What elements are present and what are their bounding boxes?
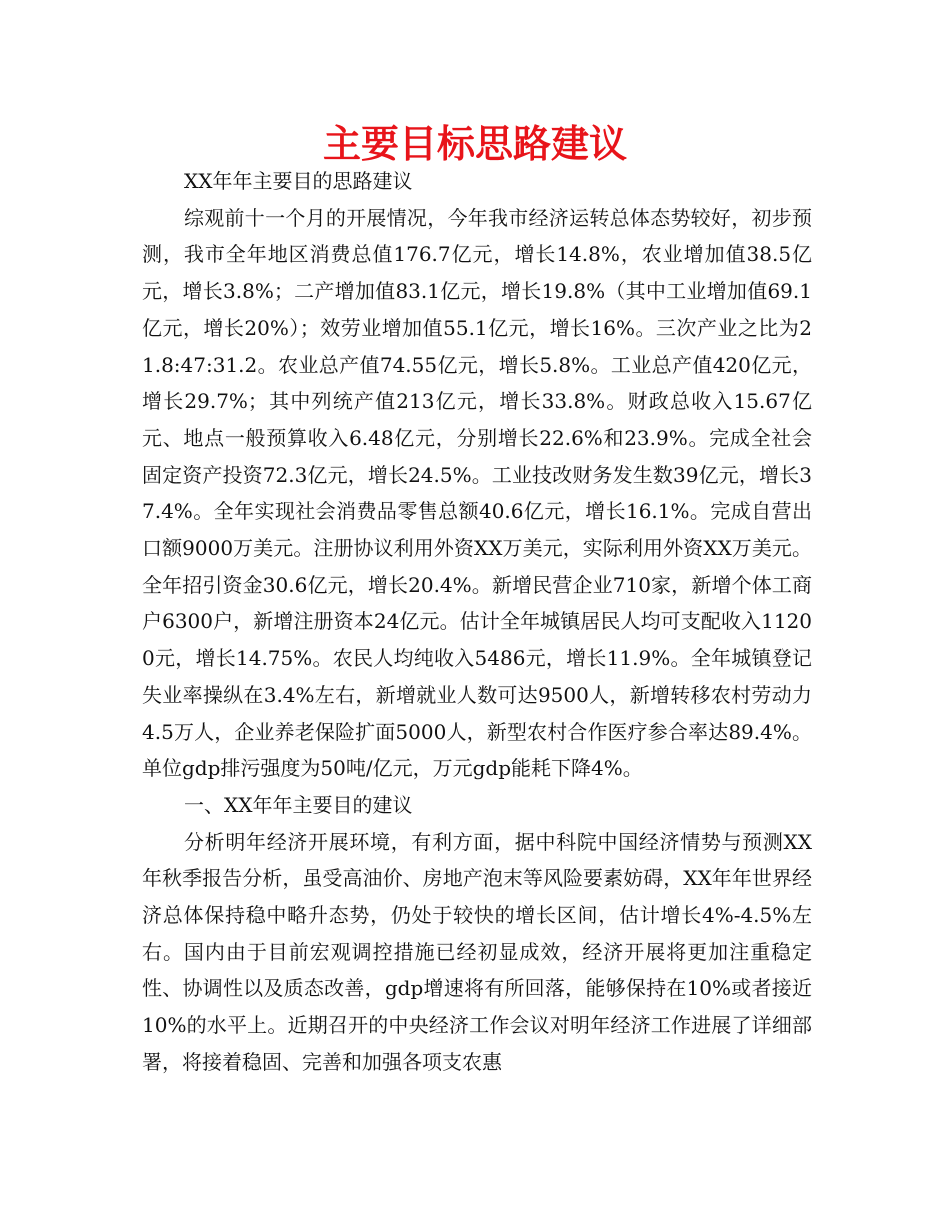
subtitle-paragraph: XX年年主要目的思路建议 [184,169,413,193]
overview-paragraph: 综观前十一个月的开展情况，今年我市经济运转总体态势较好，初步预测，我市全年地区消费总值176.7亿元，增长14.8%，农业增加值38.5亿元，增长3.8%；二产增加值83.1亿元，增长19.8%（其中工业增加值69.1亿元，增长20%）；效劳业增加值55.1亿元，增长16%。三次产业之比为21.8:47:31.2。农业总产值74.55亿元，增长5.8%。工业总产值420亿元，增长29.7%；其中列统产值213亿元，增长33.8%。财政总收入15.67亿元、地点一般预算收入6.48亿元，分别增长22.6%和23.9%。完成全社会固定资产投资72.3亿元，增长24.5%。工业技改财务发生数39亿元，增长37.4%。全年实现社会消费品零售总额40.6亿元，增长16.1%。完成自营出口额9000万美元。注册协议利用外资XX万美元，实际利用外资XX万美元。全年招引资金30.6亿元，增长20.4%。新增民营企业710家，新增个体工商户6300户，新增注册资本24亿元。估计全年城镇居民人均可支配收入11200元，增长14.75%。农民人均纯收入5486元，增长11.9%。全年城镇登记失业率操纵在3.4%左右，新增就业人数可达9500人，新增转移农村劳动力4.5万人，企业养老保险扩面5000人，新型农村合作医疗参合率达89.4%。单位gdp排污强度为50吨/亿元，万元gdp能耗下降4%。 [142,205,812,781]
document-body [142,163,812,1081]
document-title: 主要目标思路建议 [322,122,627,166]
section-heading: 一、XX年年主要目的建议 [184,792,413,817]
analysis-paragraph: 分析明年经济开展环境，有利方面，据中科院中国经济情势与预测XX年秋季报告分析，虽受高油价、房地产泡末等风险要素妨碍，XX年年世界经济总体保持稳中略升态势，仍处于较快的增长区间，估计增长4%-4.5%左右。国内由于目前宏观调控措施已经初显成效，经济开展将更加注重稳定性、协调性以及质态改善，gdp增速将有所回落，能够保持在10%或者接近10%的水平上。近期召开的中央经济工作会议对明年经济工作进展了详细部署，将接着稳固、完善和加强各项支农惠 [142,829,812,1074]
